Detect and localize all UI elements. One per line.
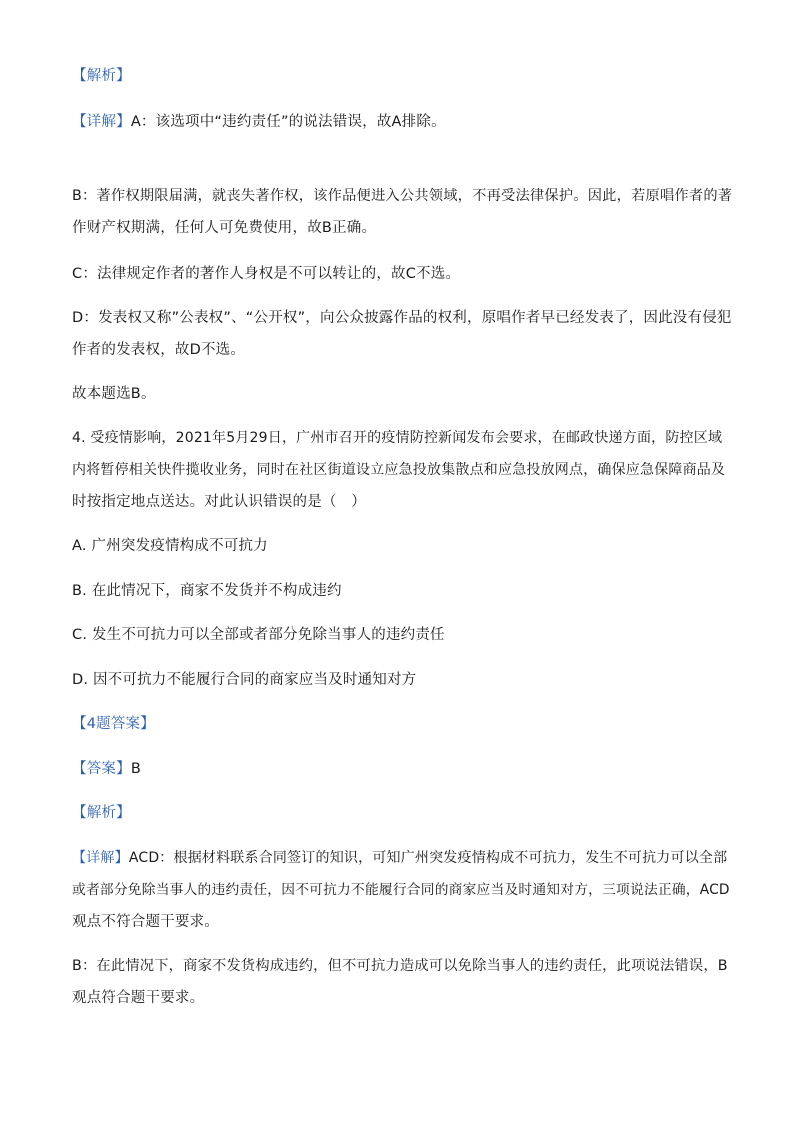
- detail-acd-line-1: [72, 848, 732, 868]
- option-a: A. 广州突发疫情构成不可抗力: [72, 538, 268, 554]
- detail-acd-text: ACD：根据材料联系合同签订的知识，可知广州突发疫情构成不可抗力，发生不可抗力可以全部: [128, 850, 728, 866]
- choose-b-line: 故本题选B。: [72, 386, 156, 402]
- detail-acd-line-3: 观点不符合题干要求。: [72, 914, 219, 930]
- detail-d-line-2: 作者的发表权，故D不选。: [72, 342, 246, 358]
- analysis-tag-2: 【解析】: [72, 805, 131, 821]
- detail-acd-line-2: 或者部分免除当事人的违约责任，因不可抗力不能履行合同的商家应当及时通知对方，三项说法正确，ACD: [72, 882, 730, 898]
- option-b: B. 在此情况下，商家不发货并不构成违约: [72, 583, 342, 599]
- answer-header: 【4题答案】: [72, 716, 155, 732]
- analysis-tag: 【解析】: [72, 68, 131, 84]
- detail-a-line: [72, 112, 732, 132]
- detail-tag-2: 【详解】: [72, 850, 129, 866]
- question-4-line-1: 4. 受疫情影响，2021年5月29日，广州市召开的疫情防控新闻发布会要求，在邮政快递方面，防控区域: [72, 430, 723, 446]
- answer-value: B: [130, 761, 141, 777]
- detail-b2-line-2: 观点符合题干要求。: [72, 990, 205, 1006]
- option-d: D. 因不可抗力不能履行合同的商家应当及时通知对方: [72, 672, 417, 688]
- option-c: C. 发生不可抗力可以全部或者部分免除当事人的违约责任: [72, 627, 445, 643]
- detail-b2-line-1: B：在此情况下，商家不发货构成违约，但不可抗力造成可以免除当事人的违约责任，此项说法错误，B: [72, 958, 728, 974]
- detail-a-text: A：该选项中“违约责任”的说法错误，故A排除。: [130, 114, 446, 130]
- answer-tag: 【答案】: [72, 761, 131, 777]
- detail-b-line-1: B：著作权期限届满，就丧失著作权，该作品便进入公共领域，不再受法律保护。因此，若原唱作者的著: [72, 188, 733, 204]
- detail-tag: 【详解】: [72, 114, 131, 130]
- question-4-line-3: 时按指定地点送达。对此认识错误的是（ ）: [72, 494, 366, 510]
- question-4-line-2: 内将暂停相关快件揽收业务，同时在社区街道设立应急投放集散点和应急投放网点，确保应急保障商品及: [72, 462, 726, 478]
- answer-line: [72, 759, 732, 779]
- detail-c-line: C：法律规定作者的著作人身权是不可以转让的，故C不选。: [72, 266, 461, 282]
- detail-d-line-1: D：发表权又称”公表权”、“公开权”，向公众披露作品的权利，原唱作者早已经发表了，因此没有侵犯: [72, 310, 732, 326]
- detail-b-line-2: 作财产权期满，任何人可免费使用，故B正确。: [72, 220, 377, 236]
